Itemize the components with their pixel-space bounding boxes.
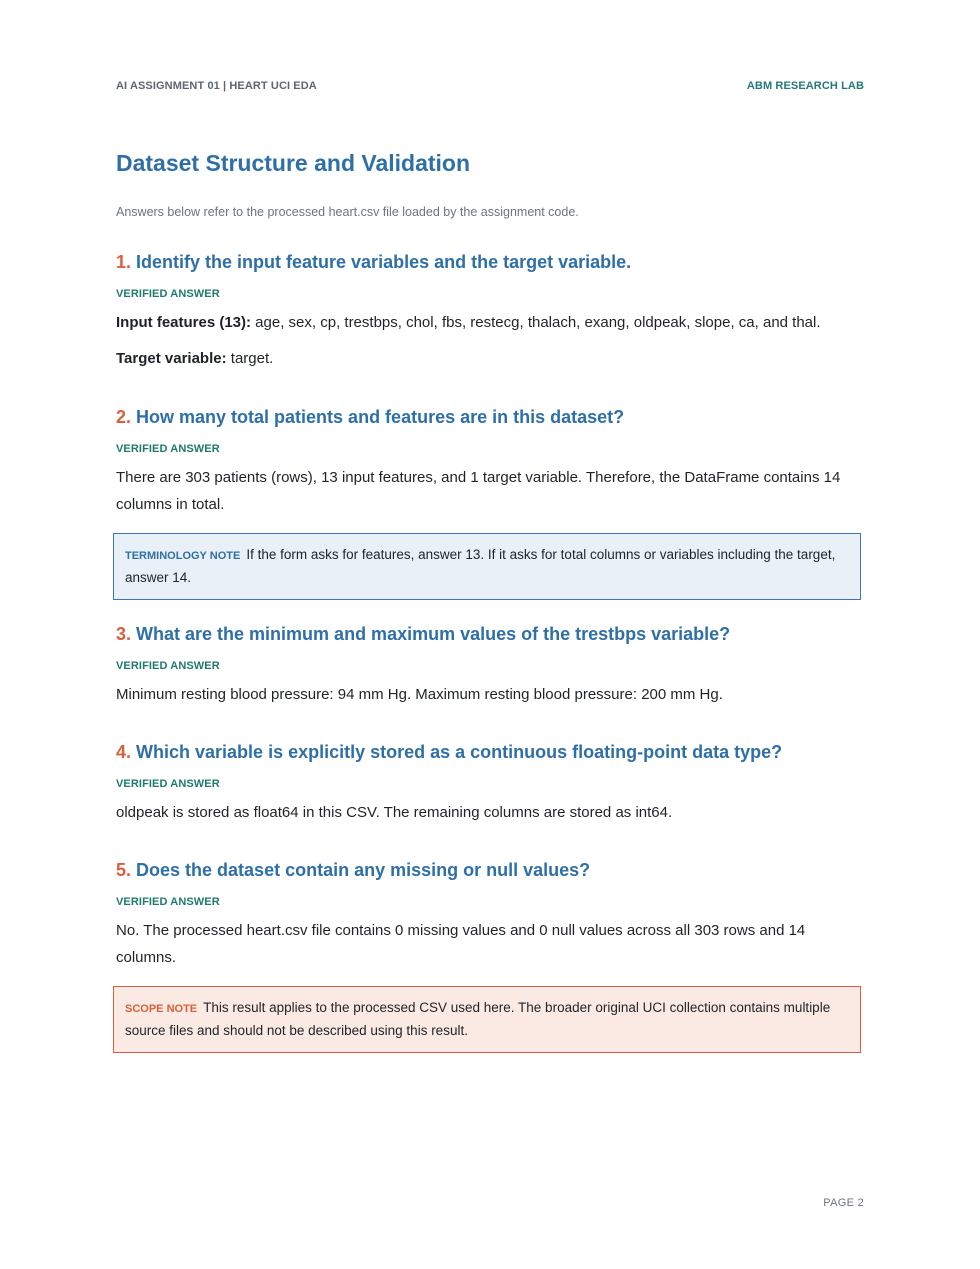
answer-text: oldpeak is stored as float64 in this CSV. The remaining columns are stored as int64. [116,804,673,821]
page-number: PAGE 2 [823,1197,864,1209]
question-text: Does the dataset contain any missing or null values? [136,860,591,880]
answer-line-text: target. [226,350,274,367]
question-title [116,405,864,429]
running-header [116,80,864,92]
question-title [116,740,864,764]
answer-line-text: age, sex, cp, trestbps, chol, fbs, restecg, thalach, exang, oldpeak, slope, ca, and thal. [251,314,821,331]
answer-line-target [116,345,864,372]
answer-body [116,681,864,708]
question-number: 5. [116,860,132,880]
header-lab-name: ABM RESEARCH LAB [746,80,864,92]
question-3 [116,622,864,708]
answer-body [116,799,864,826]
header-assignment-title: AI ASSIGNMENT 01 | HEART UCI EDA [116,80,317,92]
answer-line-label: Target variable: [116,350,227,367]
question-2 [116,405,864,518]
question-number: 3. [116,624,132,644]
question-text: How many total patients and features are in this dataset? [136,407,625,427]
answer-text: Minimum resting blood pressure: 94 mm Hg. Maximum resting blood pressure: 200 mm Hg. [116,686,723,703]
question-number: 4. [116,742,132,762]
scope-note [113,986,861,1053]
question-text: Which variable is explicitly stored as a continuous floating-point data type? [136,742,783,762]
question-title [116,622,864,646]
note-text: If the form asks for features, answer 13. If it asks for total columns or variables including the target, answer 14. [125,547,836,585]
question-1 [116,250,864,372]
question-title [116,858,864,882]
question-number: 2. [116,407,132,427]
verified-answer-label: VERIFIED ANSWER [116,778,220,790]
answer-body [116,464,864,518]
answer-line-input-features [116,309,864,336]
answer-text: There are 303 patients (rows), 13 input features, and 1 target variable. Therefore, the DataFrame contains 14 columns in total. [116,469,841,513]
answer-body [116,917,864,971]
answer-line-label: Input features (13): [116,314,252,331]
question-title [116,250,864,274]
note-label: TERMINOLOGY NOTE [125,550,241,562]
question-text: Identify the input feature variables and the target variable. [136,252,632,272]
terminology-note [113,533,861,600]
question-text: What are the minimum and maximum values of the trestbps variable? [136,624,731,644]
question-4 [116,740,864,826]
verified-answer-label: VERIFIED ANSWER [116,288,220,300]
verified-answer-label: VERIFIED ANSWER [116,443,220,455]
question-5 [116,858,864,971]
verified-answer-label: VERIFIED ANSWER [116,660,220,672]
answer-body [116,309,864,372]
note-text: This result applies to the processed CSV used here. The broader original UCI collection contains multiple source files and should not be described using this result. [125,1000,831,1038]
note-label: SCOPE NOTE [125,1003,198,1015]
intro-text: Answers below refer to the processed heart.csv file loaded by the assignment code. [116,205,579,219]
answer-text: No. The processed heart.csv file contains 0 missing values and 0 null values across all 303 rows and 14 columns. [116,922,806,966]
page-title: Dataset Structure and Validation [116,150,471,176]
question-number: 1. [116,252,132,272]
verified-answer-label: VERIFIED ANSWER [116,896,220,908]
